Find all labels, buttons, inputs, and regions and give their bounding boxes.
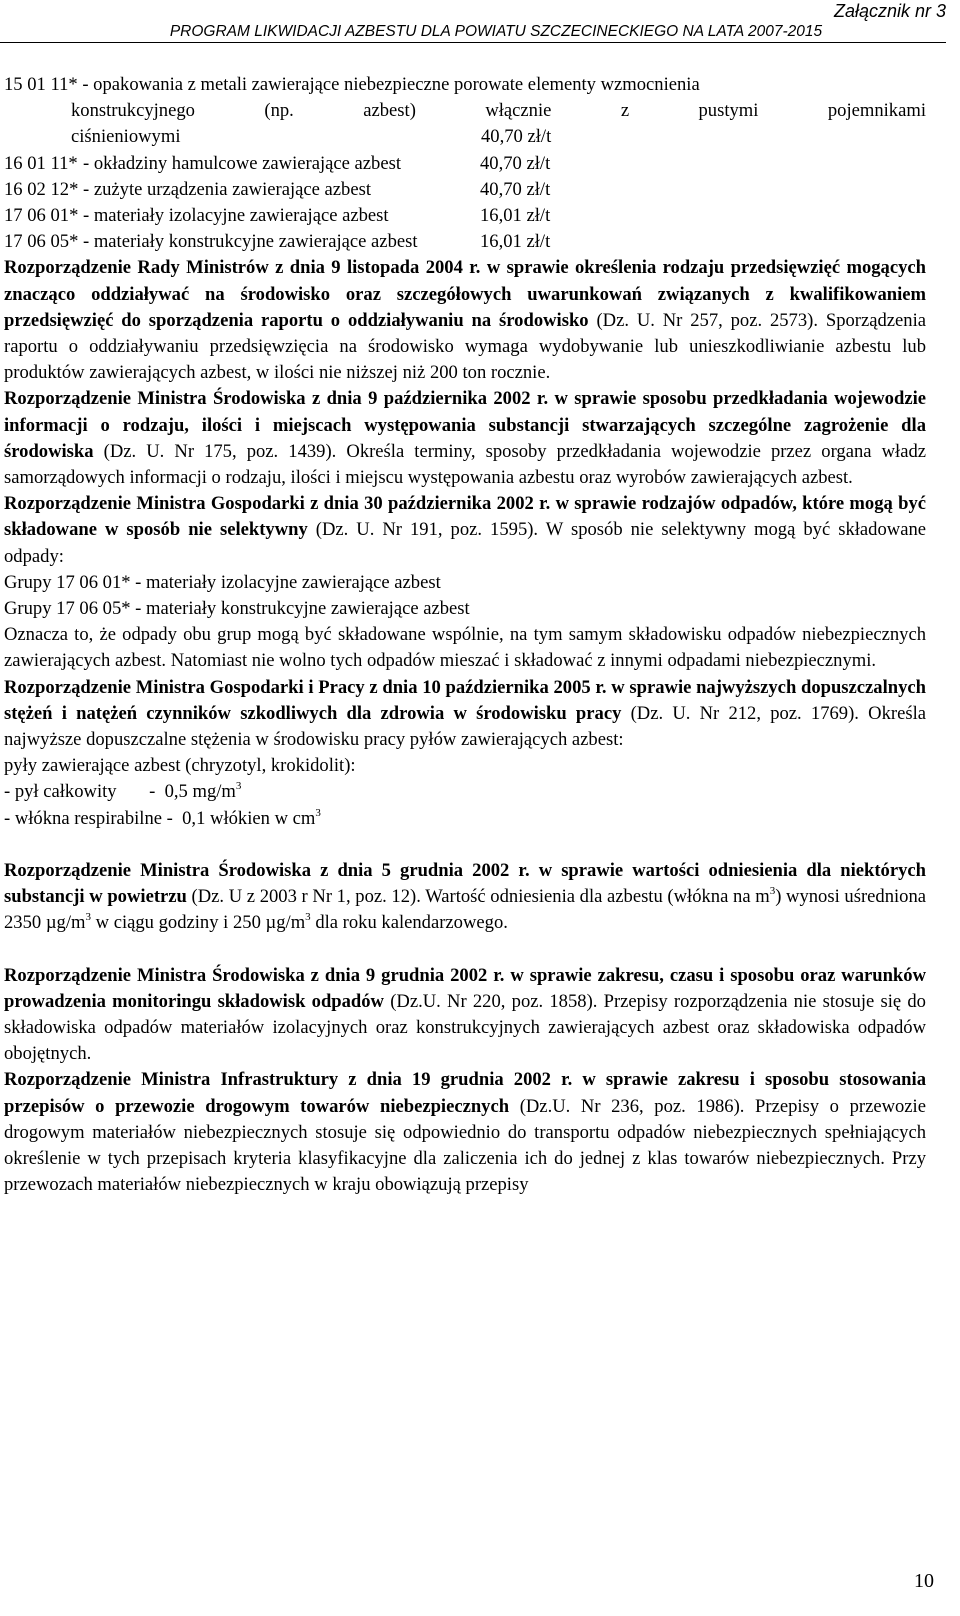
- code-row: 16 02 12* - zużyte urządzenia zawierające azbest 40,70 zł/t: [4, 178, 551, 200]
- limit-line: - pył całkowity - 0,5 $mg/m^3$: [4, 780, 242, 803]
- code-row: 17 06 01* - materiały izolacyjne zawierające azbest 16,01 zł/t: [4, 205, 551, 227]
- regulation-6: Rozporządzenie Ministra Środowiska z dnia 9 grudnia 2002 r. w sprawie zakresu, czasu i sposobu oraz warunków prowadzenia monitoringu składowisk odpadów (Dz.U. Nr 220, poz. 1858). Przepisy rozporządzenia nie stosuje się do składowiska odpadów materiałów izolacyjnych oraz konstrukcyjnych zawierających azbest oraz składowiska odpadów obojętnych.: [4, 964, 926, 1065]
- code-15-01-11-price: ciśnieniowymi 40,70 zł/t: [71, 126, 552, 148]
- regulation-6-title: Rozporządzenie Ministra Środowiska z dnia 9 grudnia 2002 r. w sprawie zakresu, czasu i sposobu oraz warunków prowadzenia monitoringu składowisk odpadów: [4, 964, 926, 1012]
- regulation-1-title: Rozporządzenie Rady Ministrów z dnia 9 listopada 2004 r. w sprawie określenia rodzaju przedsięwzięć mogących znacząco oddziaływać na środowisko oraz szczegółowych uwarunkowań związanych z kwalifikowaniem przedsięwzięć do sporządzenia raportu o oddziaływaniu na środowisko: [4, 257, 926, 331]
- group-line: Grupy 17 06 01* - materiały izolacyjne zawierające azbest: [4, 571, 441, 593]
- limit-intro: pyły zawierające azbest (chryzotyl, krokidolit):: [4, 755, 356, 777]
- limit-line: - włókna respirabilne - 0,1 włókien w $cm^3$: [4, 806, 321, 829]
- regulation-2-title: Rozporządzenie Ministra Środowiska z dnia 9 października 2002 r. w sprawie sposobu przedkładania wojewodzie informacji o rodzaju, ilości i miejscach występowania substancji stwarzających szczególne zagrożenie dla środowiska: [4, 388, 926, 462]
- document-body: [4, 72, 926, 1198]
- code-row: 16 01 11* - okładziny hamulcowe zawierające azbest 40,70 zł/t: [4, 152, 551, 174]
- regulation-7: Rozporządzenie Ministra Infrastruktury z dnia 19 grudnia 2002 r. w sprawie zakresu i sposobu stosowania przepisów o przewozie drogowym towarów niebezpiecznych (Dz.U. Nr 236, poz. 1986). Przepisy o przewozie drogowym materiałów niebezpiecznych stosuje się odpowiednio do transportu odpadów niebezpiecznych spełniających określenie w tych przepisach kryteria klasyfikacyjne dla zaliczenia ich do jednej z klas towarów niebezpiecznych. Przy przewozach materiałów niebezpiecznych w kraju obowiązują przepisy: [4, 1069, 926, 1196]
- regulation-3-title: Rozporządzenie Ministra Gospodarki z dnia 30 października 2002 r. w sprawie rodzajów odpadów, które mogą być składowane w sposób nie selektywny: [4, 493, 926, 541]
- page-header: [6, 0, 946, 42]
- regulation-4-title: Rozporządzenie Ministra Gospodarki i Pracy z dnia 10 października 2005 r. w sprawie najwyższych dopuszczalnych stężeń i natężeń czynników szkodliwych dla zdrowia w środowisku pracy: [4, 676, 926, 724]
- code-15-01-11-cont: konstrukcyjnego (np. azbest) włącznie z pustymi pojemnikami: [71, 100, 926, 122]
- regulation-3: Rozporządzenie Ministra Gospodarki z dnia 30 października 2002 r. w sprawie rodzajów odpadów, które mogą być składowane w sposób nie selektywny (Dz. U. Nr 191, poz. 1595). W sposób nie selektywny mogą być składowane odpady:: [4, 493, 926, 567]
- code-row: 17 06 05* - materiały konstrukcyjne zawierające azbest 16,01 zł/t: [4, 231, 551, 253]
- regulation-2: Rozporządzenie Ministra Środowiska z dnia 9 października 2002 r. w sprawie sposobu przedkładania wojewodzie informacji o rodzaju, ilości i miejscach występowania substancji stwarzających szczególne zagrożenie dla środowiska (Dz. U. Nr 175, poz. 1439). Określa terminy, sposoby przedkładania wojewodzie przez organa władz samorządowych informacji o rodzaju, ilości i miejscu występowania azbestu oraz wyrobów zawierających azbest.: [4, 388, 926, 489]
- regulation-7-title: Rozporządzenie Ministra Infrastruktury z dnia 19 grudnia 2002 r. w sprawie zakresu i sposobu stosowania przepisów o przewozie drogowym towarów niebezpiecznych: [4, 1069, 926, 1117]
- annex-label: Załącznik nr 3: [833, 1, 946, 21]
- page-number: 10: [914, 1570, 934, 1592]
- regulation-4: Rozporządzenie Ministra Gospodarki i Pracy z dnia 10 października 2005 r. w sprawie najwyższych dopuszczalnych stężeń i natężeń czynników szkodliwych dla zdrowia w środowisku pracy (Dz. U. Nr 212, poz. 1769). Określa najwyższe dopuszczalne stężenia w środowisku pracy pyłów zawierających azbest:: [4, 676, 926, 751]
- header-rule: [0, 42, 946, 43]
- group-line: Grupy 17 06 05* - materiały konstrukcyjne zawierające azbest: [4, 598, 470, 620]
- regulation-1: Rozporządzenie Rady Ministrów z dnia 9 listopada 2004 r. w sprawie określenia rodzaju przedsięwzięć mogących znacząco oddziaływać na środowisko oraz szczegółowych uwarunkowań związanych z kwalifikowaniem przedsięwzięć do sporządzenia raportu o oddziaływaniu na środowisko (Dz. U. Nr 257, poz. 2573). Sporządzenia raportu o oddziaływaniu przedsięwzięcia na środowisko wymaga wydobywanie lub unieszkodliwianie azbestu lub produktów zawierających azbest, w ilości nie niższej niż 200 ton rocznie.: [4, 257, 926, 384]
- code-15-01-11: 15 01 11* - opakowania z metali zawierające niebezpieczne porowate elementy wzmocnienia: [4, 74, 700, 95]
- regulation-3-note: Oznacza to, że odpady obu grup mogą być składowane wspólnie, na tym samym składowisku odpadów niebezpiecznych zawierających azbest. Natomiast nie wolno tych odpadów mieszać i składować z innymi odpadami niebezpiecznymi.: [4, 624, 926, 672]
- regulation-5: Rozporządzenie Ministra Środowiska z dnia 5 grudnia 2002 r. w sprawie wartości odniesienia dla niektórych substancji w powietrzu (Dz. U z 2003 r Nr 1, poz. 12). Wartość odniesienia dla azbestu (włókna na $m^3$) wynosi uśredniona 2350 $\mu g/m^3$ w ciągu godziny i 250 $\mu g/m^3$ dla roku kalendarzowego.: [4, 859, 926, 934]
- program-title: PROGRAM LIKWIDACJI AZBESTU DLA POWIATU SZCZECINECKIEGO NA LATA 2007-2015: [169, 23, 823, 40]
- regulation-5-title: Rozporządzenie Ministra Środowiska z dnia 5 grudnia 2002 r. w sprawie wartości odniesienia dla niektórych substancji w powietrzu: [4, 859, 926, 908]
